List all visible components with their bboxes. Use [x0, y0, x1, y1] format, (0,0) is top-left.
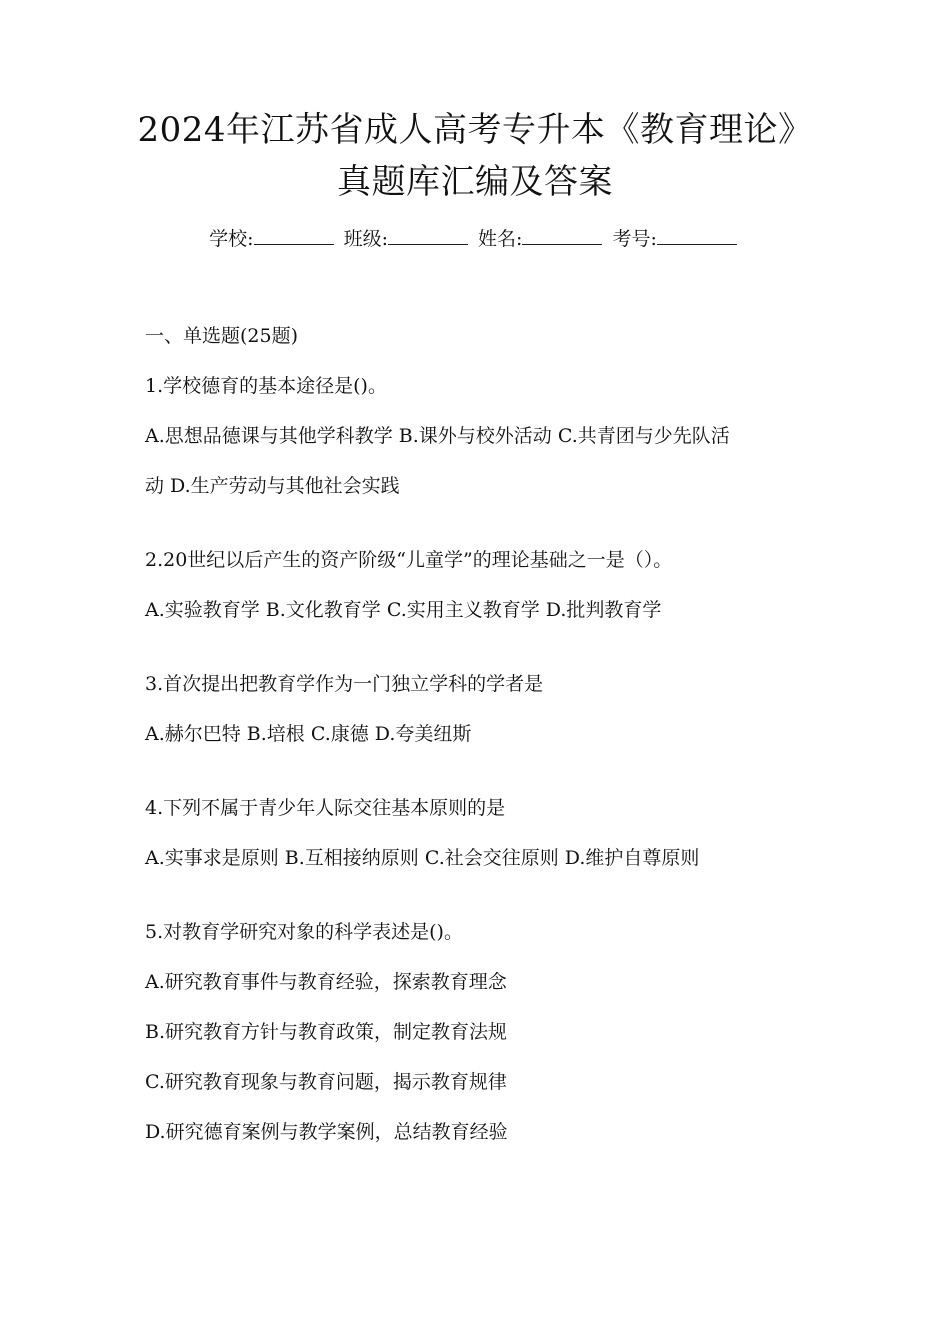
student-info-row [0, 224, 950, 253]
exam-no-blank[interactable] [657, 224, 737, 245]
question-5-option-c: C.研究教育现象与教育问题，揭示教育规律 [145, 1071, 507, 1093]
question-1-options-line-1: A.思想品德课与其他学科教学 B.课外与校外活动 C.共青团与少先队活 [145, 425, 730, 447]
question-5-option-a: A.研究教育事件与教育经验，探索教育理念 [145, 971, 507, 993]
section-heading: 一、单选题(25题) [145, 325, 299, 347]
school-label: 学校: [209, 228, 254, 250]
exam-no-label: 考号: [612, 228, 657, 250]
school-blank[interactable] [254, 224, 334, 245]
question-4-stem: 4.下列不属于青少年人际交往基本原则的是 [145, 797, 506, 819]
question-5-option-d: D.研究德育案例与教学案例，总结教育经验 [145, 1121, 508, 1143]
question-4-options: A.实事求是原则 B.互相接纳原则 C.社会交往原则 D.维护自尊原则 [145, 847, 700, 869]
name-blank[interactable] [522, 224, 602, 245]
document-title-line-1: 2024年江苏省成人高考专升本《教育理论》 [137, 110, 813, 150]
question-5-option-b: B.研究教育方针与教育政策，制定教育法规 [145, 1021, 508, 1043]
question-1-options-line-2: 动 D.生产劳动与其他社会实践 [145, 475, 400, 497]
class-blank[interactable] [388, 224, 468, 245]
question-2-options: A.实验教育学 B.文化教育学 C.实用主义教育学 D.批判教育学 [145, 599, 662, 621]
document-title-line-2: 真题库汇编及答案 [337, 162, 613, 202]
question-5-stem: 5.对教育学研究对象的科学表述是()。 [145, 921, 463, 943]
class-label: 班级: [343, 228, 388, 250]
question-3-options: A.赫尔巴特 B.培根 C.康德 D.夸美纽斯 [145, 723, 472, 745]
question-1-stem: 1.学校德育的基本途径是()。 [145, 375, 387, 397]
name-label: 姓名: [478, 228, 523, 250]
question-2-stem: 2.20世纪以后产生的资产阶级“儿童学”的理论基础之一是（）。 [145, 549, 673, 571]
question-3-stem: 3.首次提出把教育学作为一门独立学科的学者是 [145, 673, 544, 695]
